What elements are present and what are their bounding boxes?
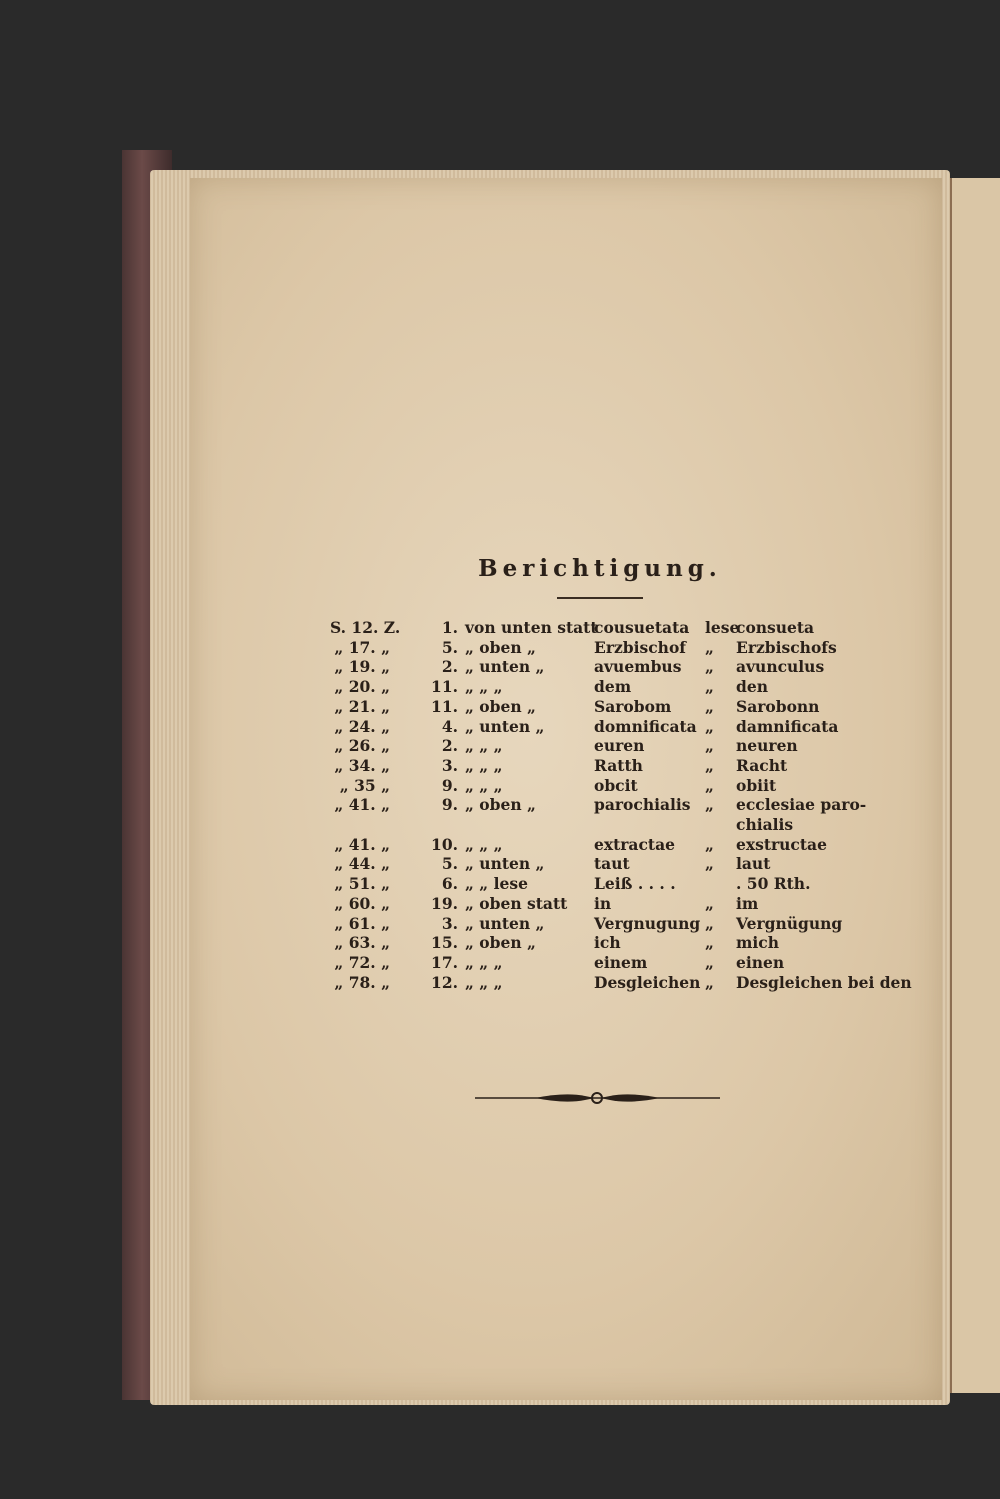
wrong-text: cousuetata (594, 618, 690, 637)
correct-text: Sarobonn (736, 696, 820, 716)
errata-row (0, 717, 1000, 737)
errata-row (0, 657, 1000, 677)
lese-marker: „ (705, 834, 714, 854)
wrong-text: avuembus (594, 657, 682, 677)
lese-marker: „ (705, 913, 714, 933)
errata-row (0, 953, 1000, 973)
wrong-text: euren (594, 736, 645, 756)
position: „ „ „ (465, 834, 503, 854)
line-ref: 4. (441, 716, 458, 736)
wrong-text: obcit (594, 775, 638, 795)
position: „ „ „ (465, 677, 503, 697)
wrong-text: Leiß . . . . (594, 874, 676, 894)
line-ref: 12. (431, 972, 458, 992)
position: „ unten „ (465, 657, 545, 677)
position: „ „ lese (465, 874, 528, 894)
page-ref: „ 35 „ (339, 775, 390, 795)
correct-text: Vergnügung (736, 913, 843, 933)
page-title: Berichtigung. (478, 555, 722, 582)
wrong-text: domnificata (594, 716, 697, 736)
page-ref: „ 72. „ (334, 952, 390, 972)
lese-marker: „ (705, 972, 714, 992)
correct-text: exstructae (736, 834, 827, 854)
position: „ oben „ (465, 933, 536, 953)
errata-row (0, 874, 1000, 894)
page-ref: S. 12. Z. (330, 618, 401, 637)
correct-text: Erzbischofs (736, 637, 837, 657)
line-ref: 5. (441, 637, 458, 657)
position: „ unten „ (465, 716, 545, 736)
page-ref: „ 41. „ (334, 795, 390, 815)
position: „ „ „ (465, 775, 503, 795)
lese-marker: „ (705, 677, 714, 697)
line-ref: 9. (441, 775, 458, 795)
errata-row (0, 914, 1000, 934)
lese-marker: „ (705, 736, 714, 756)
line-ref: 11. (431, 696, 458, 716)
wrong-text: Ratth (594, 755, 643, 775)
correct-text: avunculus (736, 657, 825, 677)
line-ref: 17. (431, 952, 458, 972)
lese-marker: „ (705, 933, 714, 953)
lese-marker: „ (705, 854, 714, 874)
lese-marker: „ (705, 637, 714, 657)
correct-text: im (736, 893, 759, 913)
errata-row (0, 776, 1000, 796)
line-ref: 5. (441, 854, 458, 874)
errata-row (0, 795, 1000, 815)
wrong-text: Sarobom (594, 696, 672, 716)
errata-row (0, 618, 1000, 638)
page-ref: „ 61. „ (334, 913, 390, 933)
errata-row (0, 815, 1000, 835)
page-ref: „ 60. „ (334, 893, 390, 913)
wrong-text: parochialis (594, 795, 691, 815)
wrong-text: extractae (594, 834, 675, 854)
wrong-text: dem (594, 677, 632, 697)
position: „ oben statt (465, 893, 568, 913)
page-ref: „ 26. „ (334, 736, 390, 756)
errata-row (0, 677, 1000, 697)
errata-row (0, 638, 1000, 658)
errata-row (0, 736, 1000, 756)
page-ref: „ 41. „ (334, 834, 390, 854)
line-ref: 1. (441, 618, 458, 637)
lese-marker: „ (705, 716, 714, 736)
wrong-text: Vergnugung (594, 913, 701, 933)
correct-text: chialis (736, 815, 794, 834)
wrong-text: einem (594, 952, 648, 972)
errata-row (0, 973, 1000, 993)
errata-row (0, 933, 1000, 953)
errata-row (0, 835, 1000, 855)
position: „ oben „ (465, 637, 536, 657)
errata-row (0, 894, 1000, 914)
line-ref: 6. (441, 874, 458, 894)
lese-marker: lese (705, 618, 740, 637)
position: „ oben „ (465, 795, 536, 815)
line-ref: 2. (441, 736, 458, 756)
position: von unten statt (465, 618, 598, 637)
line-ref: 2. (441, 657, 458, 677)
page-ref: „ 24. „ (334, 716, 390, 736)
position: „ „ „ (465, 952, 503, 972)
correct-text: ecclesiae paro- (736, 795, 867, 815)
position: „ unten „ (465, 854, 545, 874)
wrong-text: ich (594, 933, 621, 953)
line-ref: 10. (431, 834, 458, 854)
line-ref: 3. (441, 913, 458, 933)
lese-marker: „ (705, 696, 714, 716)
correct-text: damnificata (736, 716, 839, 736)
page-ref: „ 21. „ (334, 696, 390, 716)
page-ref: „ 20. „ (334, 677, 390, 697)
correct-text: Racht (736, 755, 788, 775)
correct-text: obiit (736, 775, 777, 795)
page-ref: „ 63. „ (334, 933, 390, 953)
line-ref: 9. (441, 795, 458, 815)
page-ref: „ 34. „ (334, 755, 390, 775)
correct-text: Desgleichen bei den (736, 972, 912, 992)
page-ref: „ 78. „ (334, 972, 390, 992)
line-ref: 11. (431, 677, 458, 697)
position: „ „ „ (465, 972, 503, 992)
position: „ unten „ (465, 913, 545, 933)
errata-row (0, 756, 1000, 776)
lese-marker: „ (705, 755, 714, 775)
page-ref: „ 19. „ (334, 657, 390, 677)
wrong-text: taut (594, 854, 630, 874)
page-ref: „ 51. „ (334, 874, 390, 894)
errata-row (0, 854, 1000, 874)
correct-text: neuren (736, 736, 798, 756)
correct-text: den (736, 677, 768, 697)
wrong-text: Erzbischof (594, 637, 686, 657)
lese-marker: „ (705, 657, 714, 677)
lese-marker: „ (705, 893, 714, 913)
position: „ oben „ (465, 696, 536, 716)
correct-text: . 50 Rth. (736, 874, 811, 894)
position: „ „ „ (465, 755, 503, 775)
position: „ „ „ (465, 736, 503, 756)
correct-text: mich (736, 933, 779, 953)
lese-marker: „ (705, 952, 714, 972)
correct-text: einen (736, 952, 785, 972)
lese-marker: „ (705, 775, 714, 795)
correct-text: laut (736, 854, 771, 874)
lese-marker: „ (705, 795, 714, 815)
correct-text: consueta (736, 618, 815, 637)
line-ref: 3. (441, 755, 458, 775)
line-ref: 15. (431, 933, 458, 953)
errata-row (0, 697, 1000, 717)
title-rule (557, 597, 643, 599)
page-ref: „ 17. „ (334, 637, 390, 657)
wrong-text: Desgleichen (594, 972, 701, 992)
page-ref: „ 44. „ (334, 854, 390, 874)
wrong-text: in (594, 893, 612, 913)
closing-ornament-icon (475, 1090, 720, 1106)
line-ref: 19. (431, 893, 458, 913)
